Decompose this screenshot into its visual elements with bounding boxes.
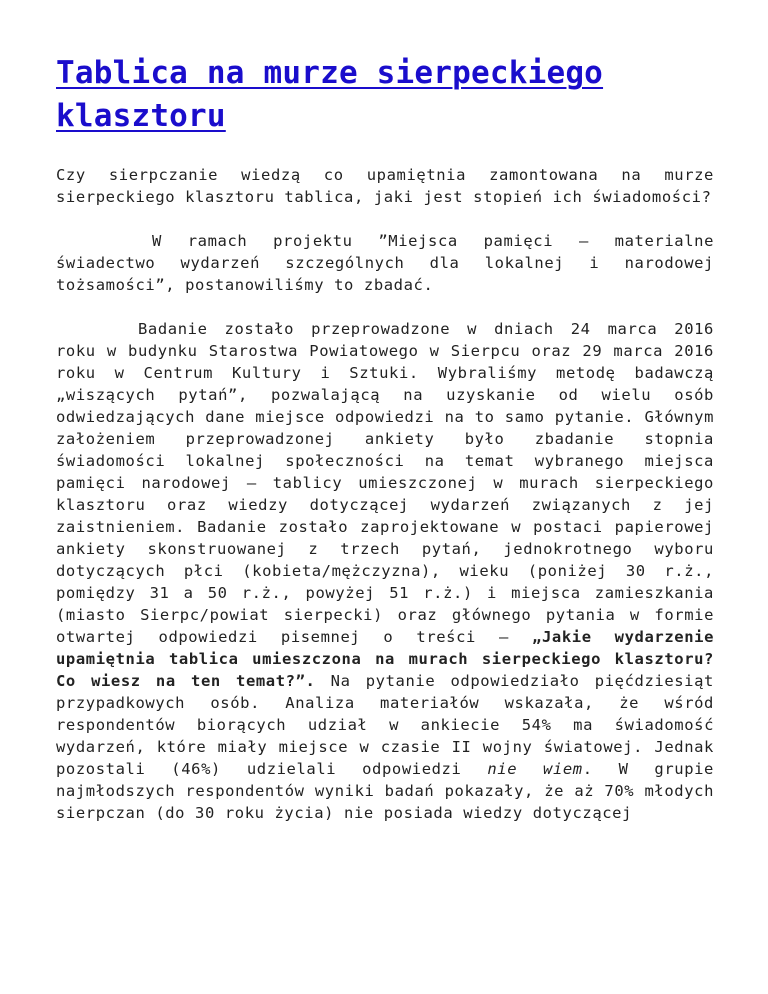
article bbox=[56, 52, 714, 846]
article-title bbox=[56, 52, 714, 138]
study-paragraph bbox=[56, 318, 714, 824]
answer-quote: nie wiem bbox=[487, 760, 583, 778]
article-title-link[interactable]: Tablica na murze sierpeckiego klasztoru bbox=[56, 55, 604, 134]
project-paragraph: W ramach projektu ”Miejsca pamięci – materialne świadectwo wydarzeń szczególnych dla lokalnej i narodowej tożsamości”, postanowiliśmy to zbadać. bbox=[56, 232, 714, 294]
intro-paragraph: Czy sierpczanie wiedzą co upamiętnia zamontowana na murze sierpeckiego klasztoru tablica, jaki jest stopień ich świadomości? bbox=[56, 166, 714, 206]
study-text-3: . W grupie najmłodszych respondentów wyniki badań pokazały, że aż 70% młodych sierpczan (do 30 roku życia) nie posiada wiedzy dotyczącej bbox=[56, 760, 714, 822]
survey-question: „Jakie wydarzenie upamiętnia tablica umieszczona na murach sierpeckiego klasztoru? Co wiesz na ten temat?”. bbox=[56, 628, 714, 690]
study-text-2: Na pytanie odpowiedziało pięćdziesiąt przypadkowych osób. Analiza materiałów wskazała, że wśród respondentów biorących udział w ankiecie 54% ma świadomość wydarzeń, które miały miejsce w czasie II wojny światowej. Jednak pozostali (46%) udzielali odpowiedzi bbox=[56, 672, 714, 778]
study-text-1: Badanie zostało przeprowadzone w dniach 24 marca 2016 roku w budynku Starostwa Powiatowego w Sierpcu oraz 29 marca 2016 roku w Centrum Kultury i Sztuki. Wybraliśmy metodę badawczą „wiszących pytań”, pozwalającą na uzyskanie od wielu osób odwiedzających dane miejsce odpowiedzi na to samo pytanie. Głównym założeniem przeprowadzonej ankiety było zbadanie stopnia świadomości lokalnej społeczności na temat wybranego miejsca pamięci narodowej – tablicy umieszczonej w murach sierpeckiego klasztoru oraz wiedzy dotyczącej wydarzeń związanych z jej zaistnieniem. Badanie zostało zaprojektowane w postaci papierowej ankiety skonstruowanej z trzech pytań, jednokrotnego wyboru dotyczących płci (kobieta/mężczyzna), wieku (poniżej 30 r.ż., pomiędzy 31 a 50 r.ż., powyżej 51 r.ż.) i miejsca zamieszkania (miasto Sierpc/powiat sierpecki) oraz głównego pytania w formie otwartej odpowiedzi pisemnej o treści – bbox=[56, 320, 714, 646]
